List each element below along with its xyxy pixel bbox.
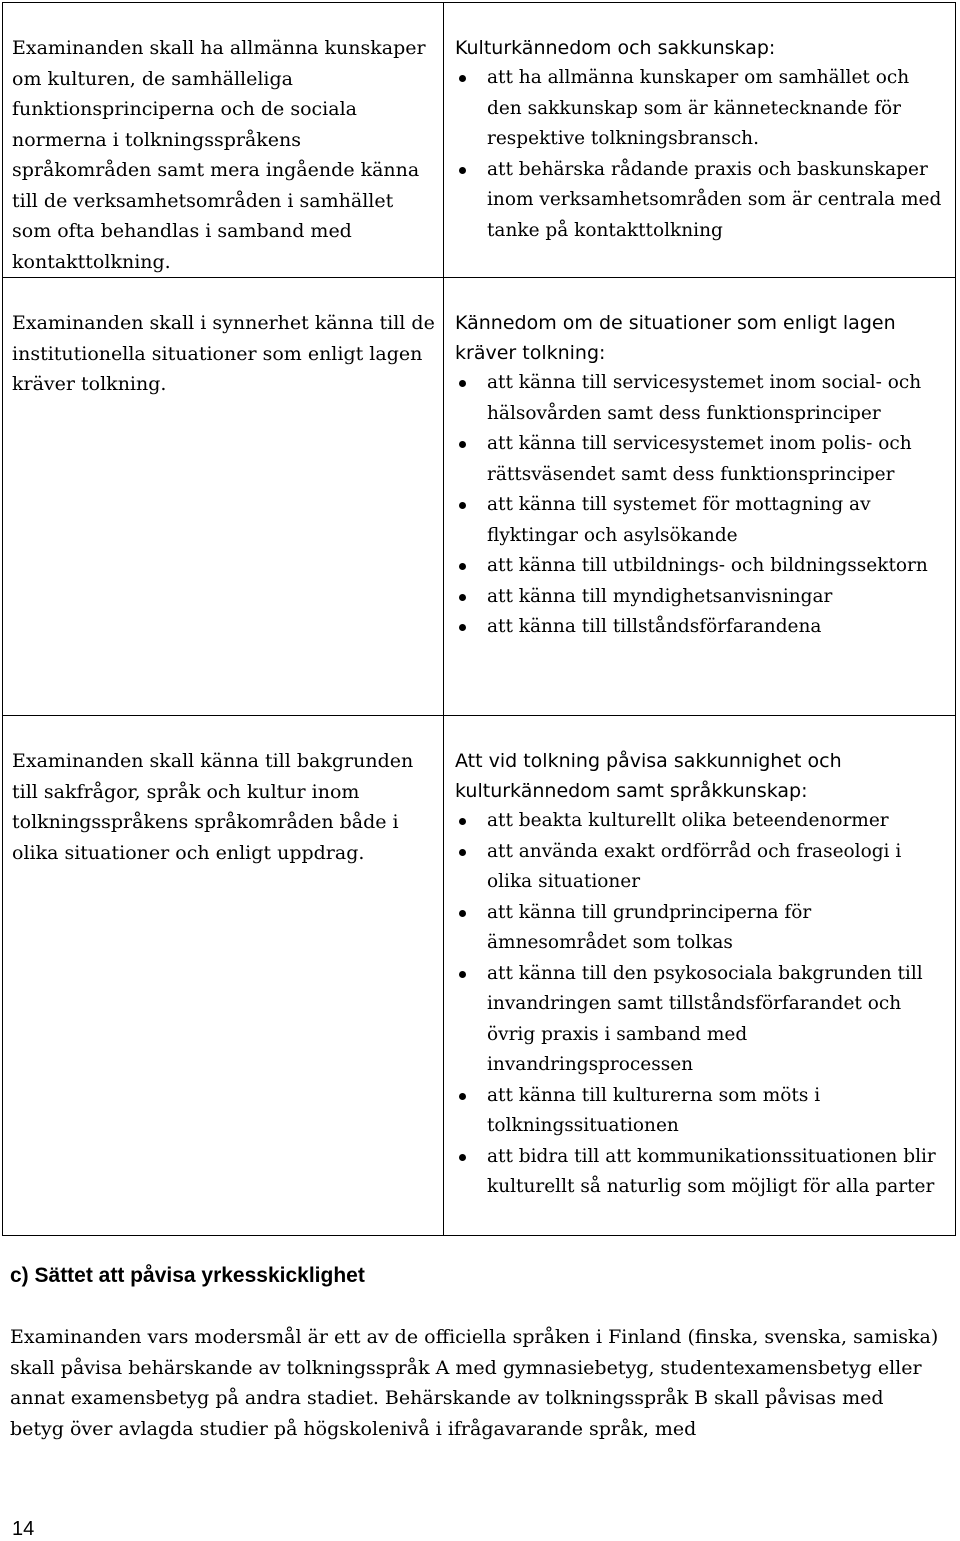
list-item	[455, 612, 955, 643]
list-item-text: att känna till servicesystemet inom social- och hälsovården samt dess funktionsprinciper	[487, 372, 922, 424]
criteria-heading: Kulturkännedom och sakkunskap:	[455, 37, 776, 59]
bullet-icon	[459, 563, 466, 570]
list-item-text: att känna till den psykosociala bakgrunden till invandringen samt tillståndsförfarandet och övrig praxis i samband med invandringsprocessen	[487, 962, 923, 1075]
requirement-text: Examinanden skall känna till bakgrunden till sakfrågor, språk och kultur inom tolkningsspråkens språkområden både i olika situationer och enligt uppdrag.	[12, 750, 414, 864]
section-heading: c) Sättet att påvisa yrkesskicklighet	[10, 1264, 365, 1287]
criteria-cell	[444, 278, 956, 716]
list-item-text: att bidra till att kommunikationssituationen blir kulturellt så naturlig som möjligt för alla parter	[487, 1145, 936, 1197]
list-item	[455, 582, 955, 613]
list-item	[455, 1142, 955, 1203]
bullet-icon	[459, 624, 466, 631]
criteria-list	[455, 806, 955, 1203]
bullet-icon	[459, 910, 466, 917]
table-row	[3, 716, 956, 1236]
list-item	[455, 429, 955, 490]
bullet-icon	[459, 380, 466, 387]
requirement-cell	[3, 278, 444, 716]
criteria-list	[455, 63, 955, 246]
bullet-icon	[459, 75, 466, 82]
bullet-icon	[459, 849, 466, 856]
list-item	[455, 490, 955, 551]
list-item	[455, 806, 955, 837]
criteria-heading: Kännedom om de situationer som enligt lagen kräver tolkning:	[455, 312, 896, 364]
list-item	[455, 837, 955, 898]
requirement-cell	[3, 716, 444, 1236]
list-item-text: att känna till grundprinciperna för ämnesområdet som tolkas	[487, 901, 812, 953]
list-item-text: att beakta kulturellt olika beteendenormer	[487, 810, 889, 831]
bullet-icon	[459, 818, 466, 825]
list-item	[455, 155, 955, 247]
list-item	[455, 63, 955, 155]
list-item-text: att känna till myndighetsanvisningar	[487, 585, 833, 607]
requirement-cell	[3, 3, 444, 278]
bullet-icon	[459, 441, 466, 448]
table-row	[3, 3, 956, 278]
list-item	[455, 959, 955, 1081]
body-paragraph: Examinanden vars modersmål är ett av de officiella språken i Finland (finska, svenska, samiska) skall påvisa behärskande av tolkningsspråk A med gymnasiebetyg, studentexamensbetyg eller annat examensbetyg på andra stadiet. Behärskande av tolkningsspråk B skall påvisas med betyg över avlagda studier på högskolenivå i ifrågavarande språk, med	[10, 1326, 939, 1440]
list-item	[455, 898, 955, 959]
list-item	[455, 368, 955, 429]
table-row	[3, 278, 956, 716]
bullet-icon	[459, 167, 466, 174]
list-item-text: att behärska rådande praxis och baskunskaper inom verksamhetsområden som är centrala med tanke på kontakttolkning	[487, 158, 942, 241]
list-item-text: att känna till tillståndsförfarandena	[487, 616, 822, 637]
criteria-list	[455, 368, 955, 643]
page-number: 14	[12, 1518, 35, 1540]
list-item-text: att känna till servicesystemet inom polis- och rättsväsendet samt dess funktionsprinciper	[487, 433, 912, 485]
bullet-icon	[459, 971, 466, 978]
bullet-icon	[459, 1093, 466, 1100]
list-item-text: att känna till utbildnings- och bildningssektorn	[487, 555, 928, 576]
competence-table	[2, 2, 956, 1236]
list-item-text: att ha allmänna kunskaper om samhället och den sakkunskap som är kännetecknande för respektive tolkningsbransch.	[487, 67, 910, 149]
bullet-icon	[459, 594, 466, 601]
list-item-text: att känna till systemet för mottagning av flyktingar och asylsökande	[487, 494, 871, 546]
list-item	[455, 551, 955, 582]
criteria-cell	[444, 3, 956, 278]
criteria-heading: Att vid tolkning påvisa sakkunnighet och kulturkännedom samt språkkunskap:	[455, 750, 842, 802]
criteria-cell	[444, 716, 956, 1236]
list-item	[455, 1081, 955, 1142]
requirement-text: Examinanden skall ha allmänna kunskaper om kulturen, de samhälleliga funktionsprinciperna och de sociala normerna i tolkningsspråkens språkområden samt mera ingående känna till de verksamhetsområden i samhället som ofta behandlas i samband med kontakttolkning.	[12, 37, 426, 273]
bullet-icon	[459, 1154, 466, 1161]
requirement-text: Examinanden skall i synnerhet känna till de institutionella situationer som enligt lagen kräver tolkning.	[12, 312, 435, 395]
list-item-text: att använda exakt ordförråd och fraseologi i olika situationer	[487, 840, 902, 892]
list-item-text: att känna till kulturerna som möts i tolkningssituationen	[487, 1084, 821, 1136]
bullet-icon	[459, 502, 466, 509]
